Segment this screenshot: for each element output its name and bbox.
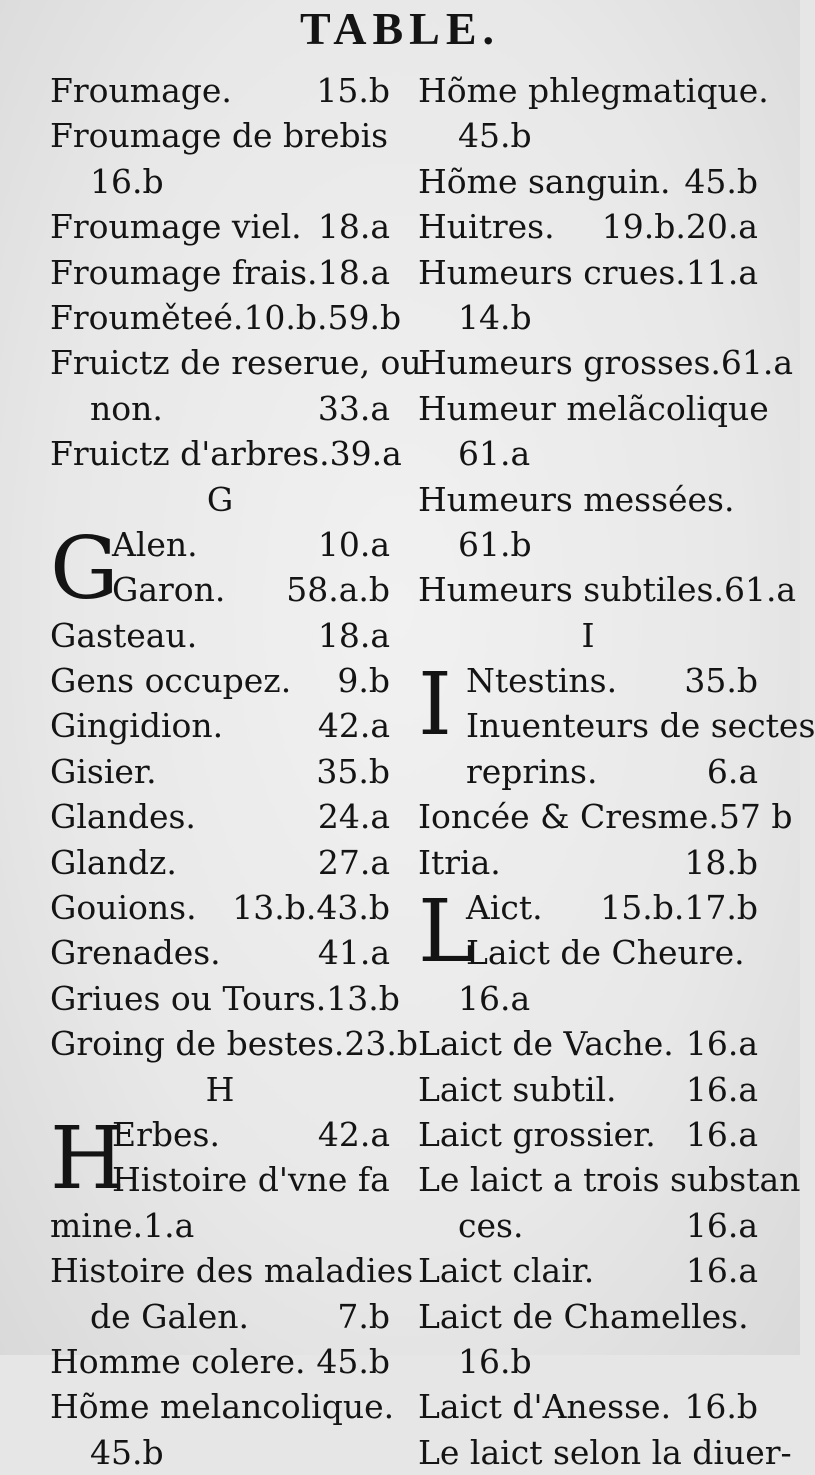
entry-term: non. (90, 388, 163, 428)
entry-term: Glandz. (50, 842, 177, 882)
section-letter-g: G (206, 479, 234, 519)
entry-ref: 13.b.43.b (232, 888, 390, 928)
entry-ref: 14.b (458, 297, 532, 337)
index-entry-continuation (50, 1203, 390, 1248)
entry-term: Histoire des maladies (50, 1251, 414, 1291)
entry-term: Hõme sanguin. (418, 161, 671, 201)
index-entry (50, 930, 390, 975)
index-entry-continuation (50, 1430, 390, 1475)
index-entry-continuation (418, 431, 758, 476)
index-entry (50, 340, 422, 385)
index-entry-continuation (418, 1339, 758, 1384)
entry-ref: 10.b.59.b (243, 297, 402, 337)
entry-ref: 57 b (718, 797, 793, 837)
index-entry (418, 1294, 758, 1339)
index-entry (50, 794, 390, 839)
index-entry (418, 1157, 801, 1202)
entry-ref: 13.b (326, 978, 400, 1018)
index-entry-continuation (50, 159, 390, 204)
entry-ref: 19.b.20.a (601, 207, 758, 247)
index-entry (50, 1384, 395, 1429)
entry-ref: 35.b (684, 661, 758, 701)
entry-ref: 41.a (317, 933, 390, 973)
entry-ref: 16.a (458, 978, 531, 1018)
entry-ref: 35.b (316, 751, 390, 791)
entry-term: Erbes. (112, 1114, 220, 1154)
index-entry-continuation (418, 113, 758, 158)
index-entry (50, 295, 402, 340)
entry-ref: 61.a (458, 434, 531, 474)
index-entry (50, 113, 390, 158)
index-entry-continuation (50, 1294, 390, 1339)
entry-term: Gisier. (50, 751, 157, 791)
index-entry (418, 159, 758, 204)
entry-term: Aict. (466, 888, 543, 928)
entry-term: Humeurs grosses. (418, 343, 721, 383)
entry-term: Froumage. (50, 71, 232, 110)
entry-term: Ntestins. (466, 661, 618, 701)
entry-ref: 61.a (720, 343, 794, 383)
entry-term: Ioncée & Cresme. (418, 797, 719, 837)
index-entry (50, 204, 390, 249)
index-column-left (50, 68, 422, 1475)
index-entry-continuation (418, 522, 758, 567)
entry-ref: 16.b (684, 1387, 758, 1427)
index-entry (418, 567, 797, 612)
index-entry (50, 1248, 414, 1293)
index-entry (50, 613, 390, 658)
entry-ref: 7.b (337, 1296, 390, 1336)
entry-term: de Galen. (90, 1296, 250, 1336)
entry-term: Hõme melancolique. (50, 1387, 395, 1427)
index-entry (50, 749, 390, 794)
index-entry (50, 840, 390, 885)
entry-term: Humeurs messées. (418, 479, 735, 519)
entry-term: Griues ou Tours. (50, 978, 327, 1018)
entry-term: Humeurs crues. (418, 252, 686, 292)
entry-term: Alen. (112, 524, 198, 564)
index-entry (418, 477, 758, 522)
index-column-right (418, 68, 815, 1475)
drop-cap: I (418, 655, 452, 756)
entry-ref: 45.b (458, 116, 532, 156)
index-entry (50, 658, 390, 703)
entry-ref: 18.a (317, 207, 390, 247)
entry-ref: 39.a (329, 434, 402, 474)
entry-term: Laict d'Anesse. (418, 1387, 672, 1427)
index-entry (50, 567, 390, 612)
entry-term: Huitres. (418, 207, 555, 247)
entry-ref: 33.a (317, 388, 390, 428)
index-entry (418, 1067, 758, 1112)
entry-ref: 24.a (317, 797, 390, 837)
entry-ref: 61.a (723, 570, 797, 610)
entry-ref: 16.a (685, 1205, 758, 1245)
index-entry (418, 1430, 792, 1475)
index-entry (50, 976, 400, 1021)
entry-ref: 45.b (90, 1432, 164, 1472)
index-entry (50, 703, 390, 748)
entry-term: Histoire d'vne fa (112, 1160, 390, 1200)
entry-ref: 18.b (684, 842, 758, 882)
index-entry-continuation (50, 386, 390, 431)
entry-ref: 16.a (685, 1251, 758, 1291)
entry-term: Humeur melãcolique (418, 388, 769, 428)
index-entry (418, 1248, 758, 1293)
entry-ref: 45.b (316, 1341, 390, 1381)
entry-term: Gens occupez. (50, 661, 292, 701)
entry-term: Itria. (418, 842, 501, 882)
drop-cap: L (418, 882, 476, 983)
index-entry (50, 431, 402, 476)
entry-term: Fruictz de reserue, ou (50, 343, 422, 383)
entry-term: Homme colere. (50, 1341, 306, 1381)
entry-term: Hõme phlegmatique. (418, 71, 769, 110)
entry-ref: 16.a (685, 1069, 758, 1109)
entry-term: Grenades. (50, 933, 221, 973)
index-entry (50, 250, 390, 295)
entry-ref: 27.a (317, 842, 390, 882)
index-entry-continuation (418, 1203, 758, 1248)
entry-ref: 23.b (344, 1024, 418, 1064)
entry-term: mine.1.a (50, 1205, 195, 1245)
entry-ref: 16.a (685, 1024, 758, 1064)
index-entry (418, 930, 758, 975)
entry-term: Froumage viel. (50, 207, 302, 247)
page-title: TABLE. (299, 3, 501, 54)
entry-ref: 16.a (685, 1114, 758, 1154)
entry-term: Frouměteé. (50, 297, 244, 337)
entry-ref: 15.b.17.b (600, 888, 758, 928)
entry-ref: 11.a (685, 252, 758, 292)
index-entry (50, 1157, 390, 1202)
index-entry (418, 250, 758, 295)
entry-term: Laict grossier. (418, 1114, 656, 1154)
index-entry (418, 204, 758, 249)
index-entry-continuation (418, 749, 758, 794)
entry-term: ces. (458, 1205, 524, 1245)
entry-ref: 10.a (317, 524, 390, 564)
entry-term: reprins. (466, 751, 598, 791)
entry-ref: 61.b (458, 524, 532, 564)
entry-ref: 58.a.b (286, 570, 390, 610)
entry-term: Glandes. (50, 797, 196, 837)
index-entry (50, 1021, 418, 1066)
entry-ref: 45.b (684, 161, 758, 201)
section-letter-h: H (205, 1069, 235, 1109)
entry-term: Laict de Vache. (418, 1024, 674, 1064)
entry-ref: 15.b (316, 71, 390, 110)
index-entry (418, 1384, 758, 1429)
entry-term: Froumage de brebis (50, 116, 389, 156)
entry-term: Laict de Cheure. (466, 933, 745, 973)
entry-term: Gingidion. (50, 706, 224, 746)
entry-term: Le laict selon la diuer- (418, 1432, 792, 1472)
entry-ref: 42.a (317, 706, 390, 746)
entry-term: Gasteau. (50, 615, 198, 655)
entry-term: Le laict a trois substan (418, 1160, 801, 1200)
index-entry (418, 703, 815, 748)
entry-term: Laict clair. (418, 1251, 595, 1291)
index-entry (418, 68, 769, 113)
entry-term: Groing de bestes. (50, 1024, 345, 1064)
index-entry (50, 68, 390, 113)
index-entry (418, 1112, 758, 1157)
index-entry (418, 1021, 758, 1066)
index-entry (418, 840, 758, 885)
entry-term: Gouions. (50, 888, 197, 928)
entry-term: Laict subtil. (418, 1069, 617, 1109)
section-letter-i: I (581, 615, 595, 655)
index-entry-continuation (418, 295, 758, 340)
entry-ref: 18.a (317, 252, 390, 292)
index-entry (418, 340, 794, 385)
index-entry (50, 885, 390, 930)
entry-term: Froumage frais. (50, 252, 318, 292)
entry-term: Fruictz d'arbres. (50, 434, 330, 474)
entry-ref: 16.b (458, 1341, 532, 1381)
drop-cap: H (50, 1108, 125, 1209)
index-entry-continuation (418, 976, 758, 1021)
entry-term: Laict de Chamelles. (418, 1296, 749, 1336)
entry-ref: 16.b (90, 161, 164, 201)
drop-cap: G (50, 518, 119, 619)
index-entry (418, 386, 769, 431)
entry-term: Garon. (112, 570, 226, 610)
entry-ref: 6.a (706, 751, 758, 791)
entry-ref: 9.b (337, 661, 390, 701)
entry-ref: 18.a (317, 615, 390, 655)
entry-term: Inuenteurs de sectes (466, 706, 815, 746)
entry-term: Humeurs subtiles. (418, 570, 724, 610)
entry-ref: 42.a (317, 1114, 390, 1154)
index-entry (50, 1339, 390, 1384)
index-entry (418, 794, 793, 839)
